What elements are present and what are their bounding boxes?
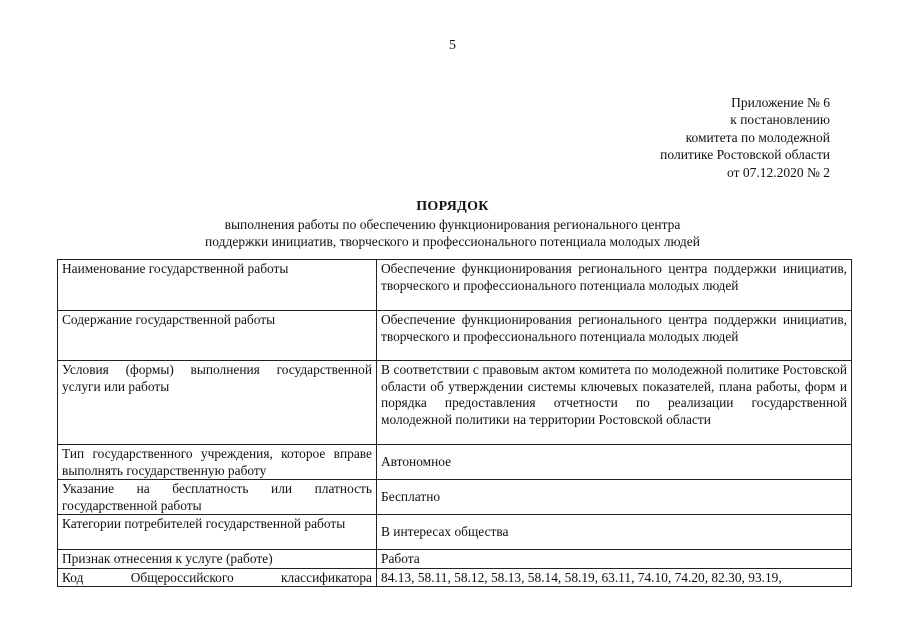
- row-label: Признак отнесения к услуге (работе): [58, 550, 377, 569]
- row-value: Бесплатно: [377, 480, 852, 515]
- appendix-line: к постановлению: [730, 112, 830, 128]
- row-value: Автономное: [377, 445, 852, 480]
- appendix-line: комитета по молодежной: [685, 129, 830, 145]
- row-label: Код Общероссийского классификатора: [58, 568, 377, 587]
- appendix-line: Приложение № 6: [731, 95, 830, 110]
- row-label: Категории потребителей государственной работы: [58, 515, 377, 550]
- subtitle-line: выполнения работы по обеспечению функционирования регионального центра: [224, 217, 681, 232]
- table-row: [58, 260, 852, 311]
- table-row: [58, 480, 852, 515]
- document-subtitle: [0, 217, 905, 250]
- table-row: [58, 550, 852, 569]
- row-label: Содержание государственной работы: [58, 311, 377, 361]
- row-value: В интересах общества: [377, 515, 852, 550]
- appendix-header: [660, 94, 830, 181]
- subtitle-line: поддержки инициатив, творческого и профессионального потенциала молодых людей: [205, 233, 700, 249]
- row-value: Обеспечение функционирования регионального центра поддержки инициатив, творческого и профессионального потенциала молодых людей: [377, 260, 852, 311]
- row-value: Обеспечение функционирования регионального центра поддержки инициатив, творческого и профессионального потенциала молодых людей: [377, 311, 852, 361]
- row-label: Указание на бесплатность или платность государственной работы: [58, 480, 377, 515]
- row-label: Наименование государственной работы: [58, 260, 377, 311]
- appendix-line: политике Ростовской области: [660, 147, 830, 163]
- table-row: [58, 568, 852, 587]
- work-table: [57, 259, 852, 587]
- row-value: 84.13, 58.11, 58.12, 58.13, 58.14, 58.19, 63.11, 74.10, 74.20, 82.30, 93.19,: [377, 568, 852, 587]
- page-number: 5: [449, 38, 456, 53]
- table-row: [58, 445, 852, 480]
- row-label: Тип государственного учреждения, которое вправе выполнять государственную работу: [58, 445, 377, 480]
- document-title: ПОРЯДОК: [416, 199, 489, 214]
- row-value: В соответствии с правовым актом комитета по молодежной политике Ростовской области об утверждении системы ключевых показателей, плана работы, форм и порядка предоставления отчетности по реализации государственной молодежной политики на территории Ростовской области: [377, 361, 852, 445]
- table-row: [58, 311, 852, 361]
- row-label: Условия (формы) выполнения государственной услуги или работы: [58, 361, 377, 445]
- table-row: [58, 361, 852, 445]
- table-row: [58, 515, 852, 550]
- appendix-line: от 07.12.2020 № 2: [727, 164, 830, 180]
- row-value: Работа: [377, 550, 852, 569]
